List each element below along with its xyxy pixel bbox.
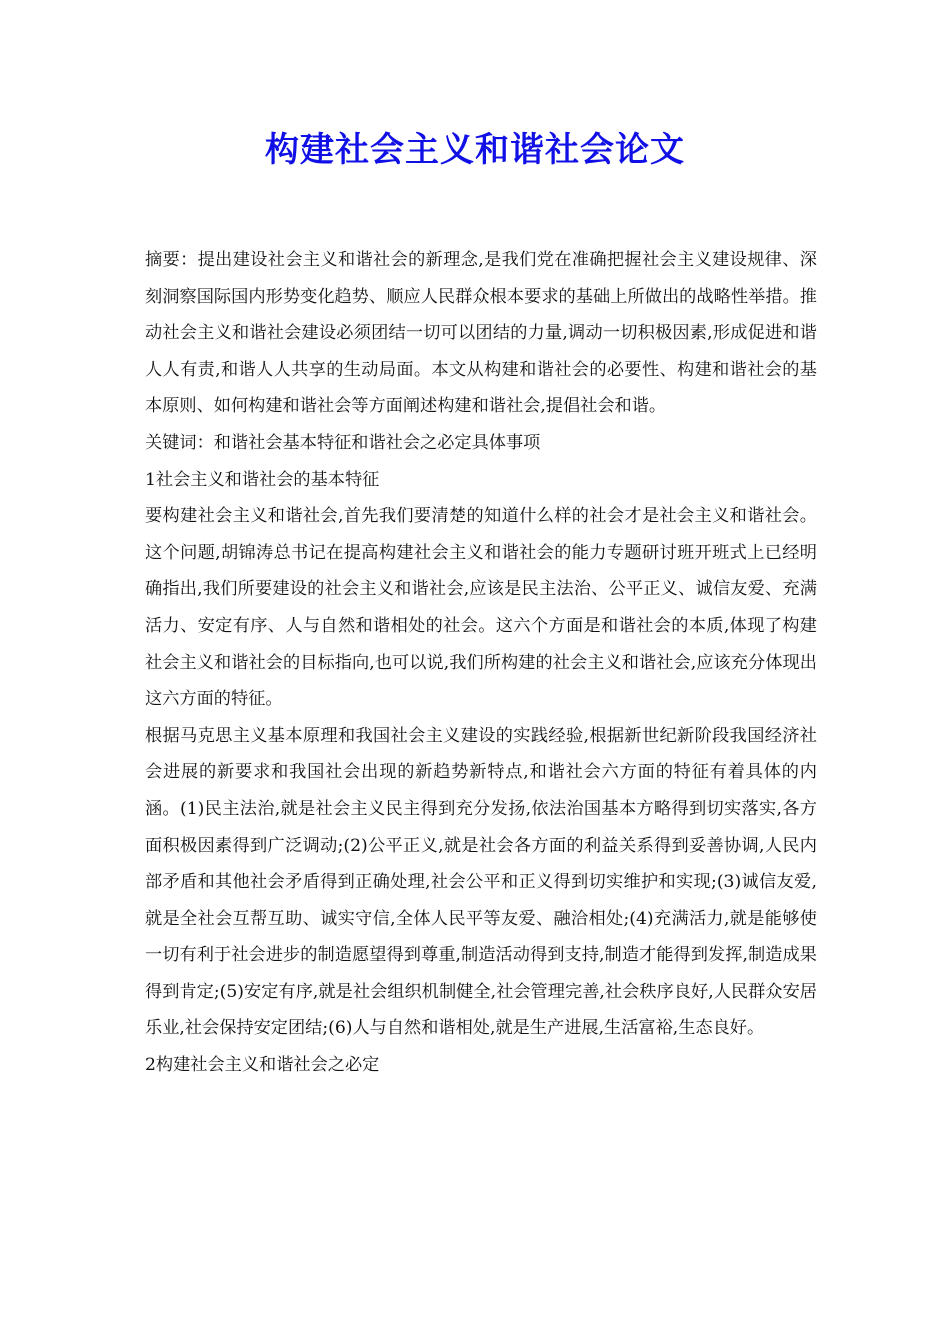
section-1-heading: 1社会主义和谐社会的基本特征 — [145, 469, 380, 490]
section-1-paragraph-2: 根据马克思主义基本原理和我国社会主义建设的实践经验,根据新世纪新阶段我国经济社会进展的新要求和我国社会出现的新趋势新特点,和谐社会六方面的特征有着具体的内涵。(1)民主法治,就是社会主义民主得到充分发扬,依法治国基本方略得到切实落实,各方面积极因素得到广泛调动;(2)公平正义,就是社会各方面的利益关系得到妥善协调,人民内部矛盾和其他社会矛盾得到正确处理,社会公平和正义得到切实维护和实现;(3)诚信友爱,就是全社会互帮互助、诚实守信,全体人民平等友爱、融洽相处;(4)充满活力,就是能够使一切有利于社会进步的制造愿望得到尊重,制造活动得到支持,制造才能得到发挥,制造成果得到肯定;(5)安定有序,就是社会组织机制健全,社会管理完善,社会秩序良好,人民群众安居乐业,社会保持安定团结;(6)人与自然和谐相处,就是生产进展,生活富裕,生态良好。 — [145, 725, 817, 1039]
abstract-paragraph: 摘要：提出建设社会主义和谐社会的新理念,是我们党在准确把握社会主义建设规律、深刻洞察国际国内形势变化趋势、顺应人民群众根本要求的基础上所做出的战略性举措。推动社会主义和谐社会建设必须团结一切可以团结的力量,调动一切积极因素,形成促进和谐人人有责,和谐人人共享的生动局面。本文从构建和谐社会的必要性、构建和谐社会的基本原则、如何构建和谐社会等方面阐述构建和谐社会,提倡社会和谐。 — [145, 250, 817, 417]
document-title: 构建社会主义和谐社会论文 — [265, 130, 685, 170]
document-body — [145, 242, 817, 1084]
keywords-line: 关键词：和谐社会基本特征和谐社会之必定具体事项 — [145, 432, 541, 453]
section-1-paragraph-1: 要构建社会主义和谐社会,首先我们要清楚的知道什么样的社会才是社会主义和谐社会。这个问题,胡锦涛总书记在提高构建社会主义和谐社会的能力专题研讨班开班式上已经明确指出,我们所要建设的社会主义和谐社会,应该是民主法治、公平正义、诚信友爱、充满活力、安定有序、人与自然和谐相处的社会。这六个方面是和谐社会的本质,体现了构建社会主义和谐社会的目标指向,也可以说,我们所构建的社会主义和谐社会,应该充分体现出这六方面的特征。 — [145, 506, 817, 710]
section-2-heading: 2构建社会主义和谐社会之必定 — [145, 1055, 380, 1076]
